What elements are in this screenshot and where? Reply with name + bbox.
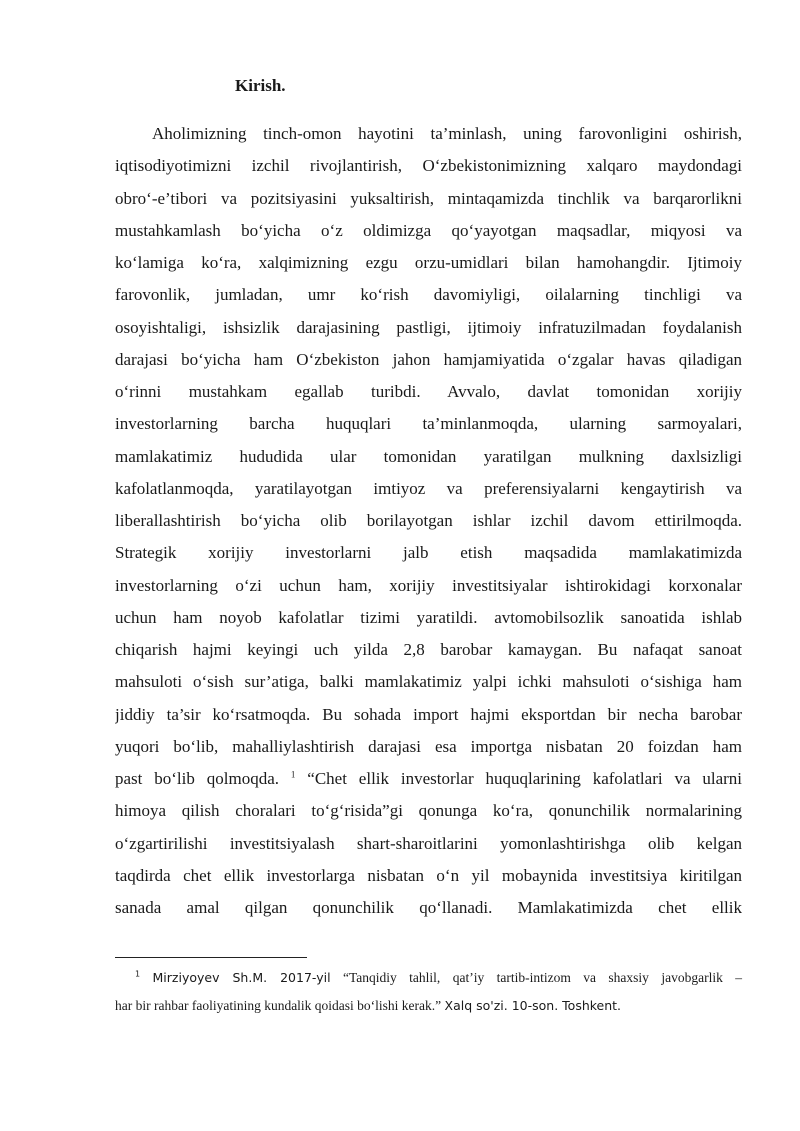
- footnote-line: [115, 992, 742, 1020]
- text-segment: “Chet ellik investorlar huquqlarining kafolatlari va ularni: [307, 769, 742, 788]
- text-line: ko‘lamiga ko‘ra, xalqimizning ezgu orzu-umidlari bilan hamohangdir. Ijtimoiy: [115, 253, 742, 272]
- text-line: investorlarning o‘zi uchun ham, xorijiy investitsiyalar ishtirokidagi korxonalar: [115, 575, 742, 595]
- text-line: obro‘-e’tibori va pozitsiyasini yuksaltirish, mintaqamizda tinchlik va barqarorlikni: [115, 188, 742, 208]
- text-line: o‘zgartirilishi investitsiyalash shart-sharoitlarini yomonlashtirishga olib kelgan: [115, 833, 742, 853]
- footnote-marker: 1: [135, 969, 141, 979]
- text-line: liberallashtirish bo‘yicha olib borilayotgan ishlar izchil davom ettirilmoqda.: [115, 511, 742, 530]
- text-line: kafolatlanmoqda, yaratilayotgan imtiyoz va preferensiyalarni kengaytirish va: [115, 478, 742, 498]
- text-line: darajasi bo‘yicha ham O‘zbekiston jahon hamjamiyatida o‘zgalar havas qiladigan: [115, 349, 742, 369]
- text-line: iqtisodiyotimizni izchil rivojlantirish, O‘zbekistonimizning xalqaro maydondagi: [115, 156, 742, 176]
- text-line: jiddiy ta’sir ko‘rsatmoqda. Bu sohada import hajmi eksportdan bir necha barobar: [115, 704, 742, 724]
- text-line: himoya qilish choralari to‘g‘risida”gi qonunga ko‘ra, qonunchilik normalarining: [115, 801, 742, 821]
- text-segment: past bo‘lib qolmoqda.: [115, 769, 279, 788]
- text-line: yuqori bo‘lib, mahalliylashtirish darajasi esa importga nisbatan 20 foizdan ham: [115, 736, 742, 756]
- footnote: [115, 964, 742, 1020]
- text-line: chiqarish hajmi keyingi uch yilda 2,8 barobar kamaygan. Bu nafaqat sanoat: [115, 640, 742, 659]
- footnote-separator: [115, 957, 307, 958]
- text-line: investorlarning barcha huquqlari ta’minlanmoqda, ularning sarmoyalari,: [115, 414, 742, 434]
- text-line: uchun ham noyob kafolatlar tizimi yaratildi. avtomobilsozlik sanoatida ishlab: [115, 607, 742, 627]
- text-line: Strategik xorijiy investorlarni jalb etish maqsadida mamlakatimizda: [115, 543, 742, 563]
- footnote-author: Mirziyoyev Sh.M. 2017-yil: [152, 970, 331, 985]
- body-paragraph: [115, 118, 742, 924]
- text-line: mustahkamlash bo‘yicha o‘z oldimizga qo‘yayotgan maqsadlar, miqyosi va: [115, 220, 742, 240]
- footnote-reference[interactable]: 1: [290, 769, 296, 780]
- text-line: mamlakatimiz hududida ular tomonidan yaratilgan mulkning daxlsizligi: [115, 446, 742, 466]
- text-line-with-footnote: [115, 763, 742, 795]
- footnote-quote: har bir rahbar faoliyatining kundalik qoidasi bo‘lishi kerak.”: [115, 998, 442, 1013]
- text-line: o‘rinni mustahkam egallab turibdi. Avvalo, davlat tomonidan xorijiy: [115, 382, 742, 401]
- text-line: taqdirda chet ellik investorlarga nisbatan o‘n yil mobaynida investitsiya kiritilgan: [115, 865, 742, 885]
- text-line: osoyishtaligi, ishsizlik darajasining pastligi, ijtimoiy infratuzilmadan foydalanish: [115, 317, 742, 337]
- page-title: Kirish.: [235, 76, 286, 95]
- text-line: sanada amal qilgan qonunchilik qo‘llanadi. Mamlakatimizda chet ellik: [115, 898, 742, 917]
- text-line: mahsuloti o‘sish sur’atiga, balki mamlakatimiz yalpi ichki mahsuloti o‘sishiga ham: [115, 672, 742, 692]
- footnote-quote: “Tanqidiy tahlil, qat’iy tartib-intizom va shaxsiy javobgarlik –: [342, 970, 742, 985]
- footnote-source: Xalq so'zi. 10-son. Toshkent.: [444, 998, 622, 1013]
- footnote-line: [115, 964, 742, 992]
- text-line: farovonlik, jumladan, umr ko‘rish davomiyligi, oilalarning tinchligi va: [115, 285, 742, 305]
- text-line: Aholimizning tinch-omon hayotini ta’minlash, uning farovonligini oshirish,: [152, 124, 742, 143]
